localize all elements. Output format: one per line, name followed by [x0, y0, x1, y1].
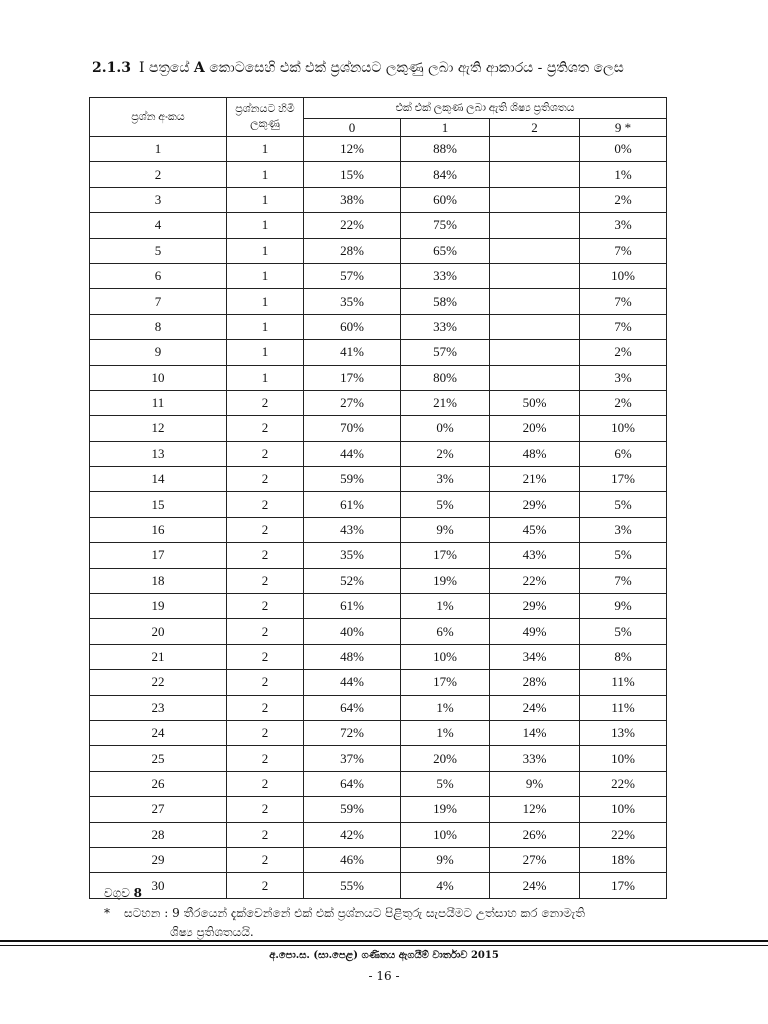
- score-2-cell: 9%: [490, 771, 580, 796]
- header-percentage-group: එක් එක් ලකුණ ලබා ඇති ශිෂ්‍ය ප්‍රතිශතය: [304, 98, 667, 119]
- marks-cell: 2: [227, 543, 304, 568]
- score-9-cell: 11%: [580, 670, 667, 695]
- score-0-cell: 64%: [304, 771, 401, 796]
- score-0-cell: 42%: [304, 822, 401, 847]
- score-2-cell: 12%: [490, 797, 580, 822]
- marks-cell: 2: [227, 822, 304, 847]
- score-9-cell: 18%: [580, 847, 667, 872]
- table-caption-label: වගුව: [104, 886, 134, 900]
- score-9-cell: 0%: [580, 137, 667, 162]
- score-2-cell: 24%: [490, 873, 580, 898]
- table-row: [90, 568, 667, 593]
- score-1-cell: 33%: [401, 314, 490, 339]
- table-row: [90, 390, 667, 415]
- score-2-cell: [490, 213, 580, 238]
- score-2-cell: [490, 340, 580, 365]
- table-row: [90, 873, 667, 898]
- score-9-cell: 10%: [580, 263, 667, 288]
- score-9-cell: 17%: [580, 467, 667, 492]
- question-number-cell: 7: [90, 289, 227, 314]
- score-1-cell: 19%: [401, 797, 490, 822]
- score-2-cell: 48%: [490, 441, 580, 466]
- score-1-cell: 57%: [401, 340, 490, 365]
- score-2-cell: 22%: [490, 568, 580, 593]
- score-0-cell: 60%: [304, 314, 401, 339]
- table-row: [90, 720, 667, 745]
- score-2-cell: [490, 238, 580, 263]
- score-1-cell: 10%: [401, 822, 490, 847]
- table-row: [90, 517, 667, 542]
- score-0-cell: 61%: [304, 594, 401, 619]
- score-9-cell: 6%: [580, 441, 667, 466]
- score-1-cell: 10%: [401, 644, 490, 669]
- question-number-cell: 1: [90, 137, 227, 162]
- heading-text-start: I පත්‍රයේ: [138, 60, 194, 76]
- table-row: [90, 619, 667, 644]
- score-2-cell: [490, 314, 580, 339]
- score-2-cell: 43%: [490, 543, 580, 568]
- score-9-cell: 3%: [580, 365, 667, 390]
- score-2-cell: [490, 187, 580, 212]
- score-2-cell: 28%: [490, 670, 580, 695]
- score-2-cell: 45%: [490, 517, 580, 542]
- question-number-cell: 28: [90, 822, 227, 847]
- score-9-cell: 2%: [580, 340, 667, 365]
- table-row: [90, 263, 667, 288]
- table-row: [90, 594, 667, 619]
- question-number-cell: 5: [90, 238, 227, 263]
- question-number-cell: 2: [90, 162, 227, 187]
- score-9-cell: 3%: [580, 517, 667, 542]
- score-1-cell: 75%: [401, 213, 490, 238]
- score-0-cell: 70%: [304, 416, 401, 441]
- marks-cell: 1: [227, 238, 304, 263]
- table-row: [90, 847, 667, 872]
- table-row: [90, 213, 667, 238]
- score-2-cell: 26%: [490, 822, 580, 847]
- score-0-cell: 38%: [304, 187, 401, 212]
- score-1-cell: 21%: [401, 390, 490, 415]
- question-number-cell: 11: [90, 390, 227, 415]
- score-0-cell: 48%: [304, 644, 401, 669]
- score-2-cell: 29%: [490, 594, 580, 619]
- score-1-cell: 80%: [401, 365, 490, 390]
- question-number-cell: 3: [90, 187, 227, 212]
- header-score-2: 2: [490, 119, 580, 137]
- score-0-cell: 28%: [304, 238, 401, 263]
- score-0-cell: 35%: [304, 543, 401, 568]
- score-2-cell: 27%: [490, 847, 580, 872]
- score-0-cell: 15%: [304, 162, 401, 187]
- question-number-cell: 27: [90, 797, 227, 822]
- question-number-cell: 25: [90, 746, 227, 771]
- question-number-cell: 15: [90, 492, 227, 517]
- score-1-cell: 2%: [401, 441, 490, 466]
- marks-cell: 2: [227, 467, 304, 492]
- table-body: [90, 137, 667, 899]
- score-1-cell: 60%: [401, 187, 490, 212]
- header-score-0: 0: [304, 119, 401, 137]
- marks-cell: 1: [227, 162, 304, 187]
- marks-cell: 2: [227, 746, 304, 771]
- score-1-cell: 65%: [401, 238, 490, 263]
- score-9-cell: 10%: [580, 797, 667, 822]
- question-number-cell: 13: [90, 441, 227, 466]
- score-9-cell: 13%: [580, 720, 667, 745]
- score-0-cell: 22%: [304, 213, 401, 238]
- question-number-cell: 6: [90, 263, 227, 288]
- marks-cell: 1: [227, 340, 304, 365]
- score-0-cell: 12%: [304, 137, 401, 162]
- score-0-cell: 59%: [304, 797, 401, 822]
- score-9-cell: 7%: [580, 289, 667, 314]
- score-1-cell: 9%: [401, 517, 490, 542]
- score-0-cell: 64%: [304, 695, 401, 720]
- table-row: [90, 492, 667, 517]
- header-question-number: ප්‍රශ්න අංකය: [90, 98, 227, 137]
- table-row: [90, 746, 667, 771]
- table-row: [90, 137, 667, 162]
- header-marks: ප්‍රශ්නයට හිමි ලකුණු: [227, 98, 304, 137]
- score-0-cell: 72%: [304, 720, 401, 745]
- table-row: [90, 467, 667, 492]
- marks-cell: 2: [227, 720, 304, 745]
- score-9-cell: 2%: [580, 187, 667, 212]
- score-9-cell: 5%: [580, 619, 667, 644]
- score-9-cell: 8%: [580, 644, 667, 669]
- score-9-cell: 10%: [580, 746, 667, 771]
- score-9-cell: 22%: [580, 771, 667, 796]
- question-number-cell: 4: [90, 213, 227, 238]
- score-1-cell: 58%: [401, 289, 490, 314]
- marks-cell: 2: [227, 644, 304, 669]
- score-9-cell: 7%: [580, 314, 667, 339]
- footnote-line-1: සටහන : 9 තීරයෙන් දැක්වෙන්නේ එක් එක් ප්‍රශ්නයට පිළිතුරු සැපයීමට උත්සාහ කර නොමැති: [124, 906, 585, 920]
- table-row: [90, 365, 667, 390]
- question-number-cell: 23: [90, 695, 227, 720]
- percentage-table: [89, 97, 667, 899]
- marks-cell: 1: [227, 187, 304, 212]
- marks-cell: 1: [227, 314, 304, 339]
- score-0-cell: 59%: [304, 467, 401, 492]
- table-row: [90, 644, 667, 669]
- table-caption-number: 8: [133, 886, 143, 900]
- score-9-cell: 5%: [580, 543, 667, 568]
- table-row: [90, 822, 667, 847]
- header-score-1: 1: [401, 119, 490, 137]
- score-2-cell: 49%: [490, 619, 580, 644]
- score-9-cell: 7%: [580, 238, 667, 263]
- marks-cell: 1: [227, 213, 304, 238]
- question-number-cell: 21: [90, 644, 227, 669]
- marks-cell: 2: [227, 390, 304, 415]
- score-0-cell: 55%: [304, 873, 401, 898]
- score-1-cell: 1%: [401, 594, 490, 619]
- score-2-cell: 29%: [490, 492, 580, 517]
- table-row: [90, 289, 667, 314]
- marks-cell: 1: [227, 263, 304, 288]
- question-number-cell: 26: [90, 771, 227, 796]
- score-1-cell: 1%: [401, 695, 490, 720]
- footer-title: අ.පො.ස. (සා.පෙළ) ගණිතය ඇගයීම් වාර්තාව 2015: [269, 950, 499, 961]
- score-2-cell: 14%: [490, 720, 580, 745]
- table-row: [90, 543, 667, 568]
- score-9-cell: 17%: [580, 873, 667, 898]
- score-1-cell: 6%: [401, 619, 490, 644]
- score-9-cell: 2%: [580, 390, 667, 415]
- score-9-cell: 10%: [580, 416, 667, 441]
- score-0-cell: 61%: [304, 492, 401, 517]
- score-1-cell: 9%: [401, 847, 490, 872]
- question-number-cell: 22: [90, 670, 227, 695]
- marks-cell: 2: [227, 619, 304, 644]
- marks-cell: 1: [227, 365, 304, 390]
- score-1-cell: 5%: [401, 771, 490, 796]
- table-row: [90, 314, 667, 339]
- question-number-cell: 9: [90, 340, 227, 365]
- marks-cell: 2: [227, 670, 304, 695]
- footnote-marker: *: [104, 906, 110, 920]
- marks-cell: 1: [227, 289, 304, 314]
- score-2-cell: [490, 289, 580, 314]
- marks-cell: 2: [227, 441, 304, 466]
- score-9-cell: 1%: [580, 162, 667, 187]
- marks-cell: 2: [227, 492, 304, 517]
- score-9-cell: 3%: [580, 213, 667, 238]
- score-1-cell: 0%: [401, 416, 490, 441]
- score-0-cell: 44%: [304, 441, 401, 466]
- table-row: [90, 771, 667, 796]
- header-score-9: 9 *: [580, 119, 667, 137]
- score-2-cell: 24%: [490, 695, 580, 720]
- section-heading: [92, 60, 624, 76]
- question-number-cell: 16: [90, 517, 227, 542]
- question-number-cell: 17: [90, 543, 227, 568]
- section-number: 2.1.3: [92, 60, 131, 76]
- marks-cell: 2: [227, 695, 304, 720]
- score-2-cell: 50%: [490, 390, 580, 415]
- score-1-cell: 84%: [401, 162, 490, 187]
- score-0-cell: 37%: [304, 746, 401, 771]
- score-1-cell: 20%: [401, 746, 490, 771]
- score-0-cell: 43%: [304, 517, 401, 542]
- table-row: [90, 340, 667, 365]
- marks-cell: 2: [227, 594, 304, 619]
- table-row: [90, 416, 667, 441]
- score-9-cell: 5%: [580, 492, 667, 517]
- footer-rule-thin: [0, 945, 768, 946]
- score-0-cell: 35%: [304, 289, 401, 314]
- marks-cell: 2: [227, 797, 304, 822]
- score-2-cell: [490, 365, 580, 390]
- question-number-cell: 12: [90, 416, 227, 441]
- table-row: [90, 797, 667, 822]
- marks-cell: 1: [227, 137, 304, 162]
- question-number-cell: 10: [90, 365, 227, 390]
- question-number-cell: 14: [90, 467, 227, 492]
- table-row: [90, 670, 667, 695]
- table-caption: [104, 886, 142, 901]
- question-number-cell: 18: [90, 568, 227, 593]
- score-0-cell: 40%: [304, 619, 401, 644]
- table-row: [90, 162, 667, 187]
- score-2-cell: 21%: [490, 467, 580, 492]
- score-2-cell: [490, 263, 580, 288]
- marks-cell: 2: [227, 517, 304, 542]
- score-2-cell: 34%: [490, 644, 580, 669]
- score-1-cell: 17%: [401, 543, 490, 568]
- question-number-cell: 8: [90, 314, 227, 339]
- score-2-cell: [490, 137, 580, 162]
- score-9-cell: 11%: [580, 695, 667, 720]
- marks-cell: 2: [227, 873, 304, 898]
- score-1-cell: 17%: [401, 670, 490, 695]
- score-1-cell: 33%: [401, 263, 490, 288]
- marks-cell: 2: [227, 416, 304, 441]
- table-row: [90, 695, 667, 720]
- score-2-cell: [490, 162, 580, 187]
- score-1-cell: 4%: [401, 873, 490, 898]
- question-number-cell: 24: [90, 720, 227, 745]
- score-9-cell: 22%: [580, 822, 667, 847]
- question-number-cell: 30: [90, 873, 227, 898]
- question-number-cell: 20: [90, 619, 227, 644]
- score-1-cell: 88%: [401, 137, 490, 162]
- score-0-cell: 52%: [304, 568, 401, 593]
- heading-section-letter: A: [193, 60, 205, 76]
- footnote-line-2: ශිෂ්‍ය ප්‍රතිශතයයි.: [170, 925, 254, 939]
- page-number: - 16 -: [368, 969, 400, 983]
- score-1-cell: 1%: [401, 720, 490, 745]
- score-0-cell: 46%: [304, 847, 401, 872]
- score-0-cell: 44%: [304, 670, 401, 695]
- score-0-cell: 41%: [304, 340, 401, 365]
- heading-text-end: කොටසෙහි එක් එක් ප්‍රශ්නයට ලකුණු ලබා ඇති ආකාරය - ප්‍රතිශත ලෙස: [204, 60, 624, 76]
- score-0-cell: 57%: [304, 263, 401, 288]
- score-1-cell: 5%: [401, 492, 490, 517]
- score-9-cell: 9%: [580, 594, 667, 619]
- score-9-cell: 7%: [580, 568, 667, 593]
- table-row: [90, 238, 667, 263]
- table-row: [90, 441, 667, 466]
- marks-cell: 2: [227, 568, 304, 593]
- score-0-cell: 17%: [304, 365, 401, 390]
- score-1-cell: 3%: [401, 467, 490, 492]
- marks-cell: 2: [227, 847, 304, 872]
- marks-cell: 2: [227, 771, 304, 796]
- question-number-cell: 29: [90, 847, 227, 872]
- score-2-cell: 33%: [490, 746, 580, 771]
- question-number-cell: 19: [90, 594, 227, 619]
- footer-rule-thick: [0, 940, 768, 942]
- score-1-cell: 19%: [401, 568, 490, 593]
- score-2-cell: 20%: [490, 416, 580, 441]
- score-0-cell: 27%: [304, 390, 401, 415]
- table-row: [90, 187, 667, 212]
